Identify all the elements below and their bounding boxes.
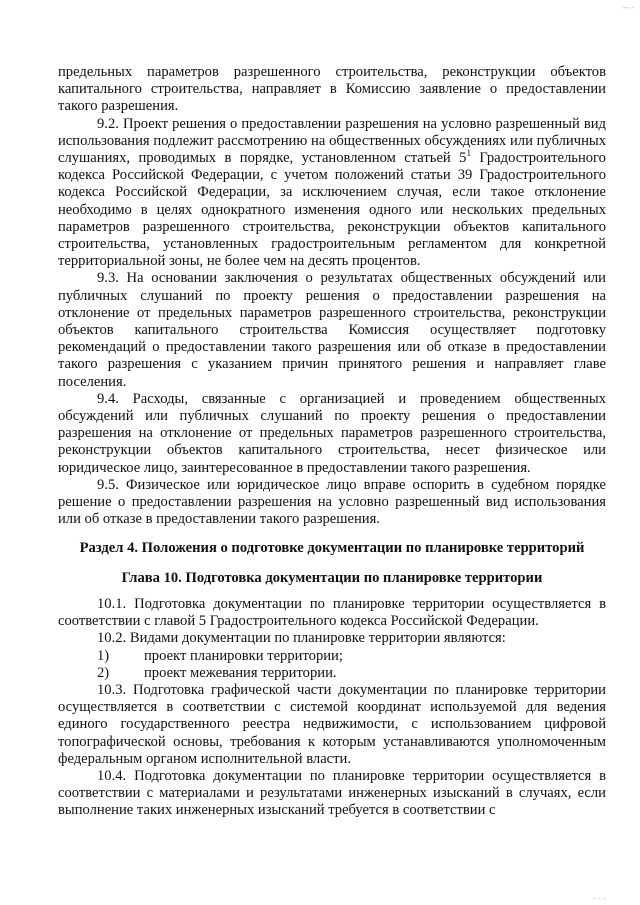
list-item-number: 1) xyxy=(97,647,110,664)
paragraph-10-4: 10.4. Подготовка документации по планировке территории осуществляется в соответствии с материалами и результатами инженерных изысканий в случаях, если выполнение таких инженерных изысканий требуется в соответствии с xyxy=(58,767,606,819)
paragraph-10-3: 10.3. Подготовка графической части документации по планировке территории осуществляется в соответствии с системой координат используемой для ведения единого государственного реестра недвижимости, с использованием цифровой топографической основы, требования к которым устанавливаются уполномоченным федеральным органом исполнительной власти. xyxy=(58,681,606,767)
list-item-text: проект планировки территории; xyxy=(144,647,343,664)
paragraph-9-5: 9.5. Физическое или юридическое лицо вправе оспорить в судебном порядке решение о предоставлении разрешения на условно разрешенный вид использования или об отказе в предоставлении такого разрешения. xyxy=(58,476,606,528)
paragraph-10-2: 10.2. Видами документации по планировке территории являются: xyxy=(97,630,506,647)
list-item-text: проект межевания территории. xyxy=(144,664,337,681)
list-item xyxy=(58,665,606,682)
page-corner-mark-bottom: ‐ ‐ ‐ xyxy=(592,893,606,903)
article-superscript: 1 xyxy=(466,148,471,159)
document-page xyxy=(58,64,606,820)
paragraph-9-4: 9.4. Расходы, связанные с организацией и проведением общественных обсуждений или публичных слушаний по проекту решения о предоставлении разрешения на отклонение от предельных параметров разрешенного строительства, реконструкции объектов капитального строительства, несет физическое или юридическое лицо, заинтересованное в предоставлении такого разрешения. xyxy=(58,390,606,476)
paragraph-9-2 xyxy=(58,116,606,271)
paragraph-9-3: 9.3. На основании заключения о результатах общественных обсуждений или публичных слушаний по проекту решения о предоставлении разрешения на отклонение от предельных параметров разрешенного строительства, реконструкции объектов капитального строительства Комиссия осуществляет подготовку рекомендаций о предоставлении такого разрешения или об отказе в предоставлении такого разрешения с указанием причин принятого решения и направляет главе поселения. xyxy=(58,270,606,390)
chapter-heading: Глава 10. Подготовка документации по планировке территории xyxy=(121,569,543,586)
paragraph-9-2-text-a: 9.2. Проект решения о предоставлении разрешения на условно разрешенный вид использования подлежит рассмотрению на общественных обсуждениях или публичных слушаниях, проводимых в порядке, установленном статьей 5 xyxy=(58,115,606,167)
paragraph-9-2-text-b: Градостроительного кодекса Российской Федерации, с учетом положений статьи 39 Градостроительного кодекса Российской Федерации, за исключением случая, если такое отклонение необходимо в целях однократного изменения одного или нескольких предельных параметров разрешенного строительства, реконструкции объектов капитального строительства, установленных градостроительным регламентом для конкретной территориальной зоны, не более чем на десять процентов. xyxy=(58,150,606,270)
paragraph-continuation: предельных параметров разрешенного строительства, реконструкции объектов капитального строительства, направляет в Комиссию заявление о предоставлении такого разрешения. xyxy=(58,64,606,115)
paragraph-10-1: 10.1. Подготовка документации по планировке территории осуществляется в соответствии с главой 5 Градостроительного кодекса Российской Федерации. xyxy=(58,595,606,630)
list-item-number: 2) xyxy=(97,664,110,681)
section-heading: Раздел 4. Положения о подготовке документации по планировке территорий xyxy=(79,540,585,557)
page-corner-mark-top: ‐‐ ‐ xyxy=(622,2,634,12)
list-item xyxy=(58,648,606,665)
